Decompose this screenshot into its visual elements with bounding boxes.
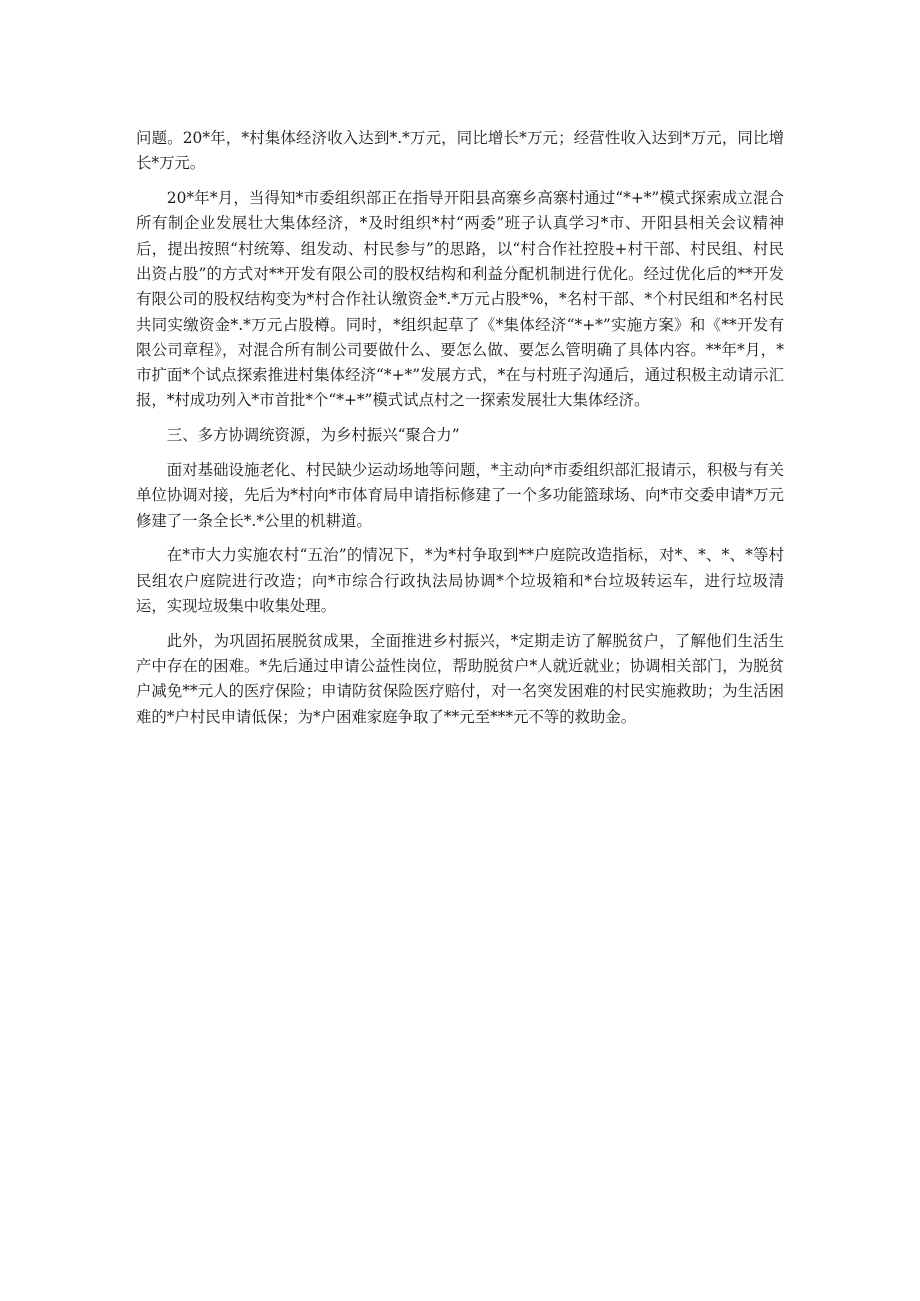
document-body	[136, 126, 784, 740]
paragraph-poverty-relief: 此外，为巩固拓展脱贫成果，全面推进乡村振兴，*定期走访了解脱贫户，了解他们生活生产中存在的困难。*先后通过申请公益性岗位，帮助脱贫户*人就近就业；协调相关部门，为脱贫户减免**元人的医疗保险；申请防贫保险医疗赔付，对一名突发困难的村民实施救助；为生活困难的*户村民申请低保；为*户困难家庭争取了**元至***元不等的救助金。	[136, 631, 784, 726]
paragraph-infrastructure: 面对基础设施老化、村民缺少运动场地等问题，*主动向*市委组织部汇报请示，积极与有关单位协调对接，先后为*村向*市体育局申请指标修建了一个多功能篮球场、向*市交委申请*万元修建了一条全长*.*公里的机耕道。	[136, 461, 784, 530]
paragraph-courtyard: 在*市大力实施农村“五治”的情况下，*为*村争取到**户庭院改造指标，对*、*、*、*等村民组农户庭院进行改造；向*市综合行政执法局协调*个垃圾箱和*台垃圾转运车，进行垃圾清运，实现垃圾集中收集处理。	[136, 546, 784, 616]
paragraph-mixed-ownership: 20*年*月，当得知*市委组织部正在指导开阳县高寨乡高寨村通过“*+*”模式探索成立混合所有制企业发展壮大集体经济，*及时组织*村“两委”班子认真学习*市、开阳县相关会议精神后，提出按照“村统筹、组发动、村民参与”的思路，以“村合作社控股+村干部、村民组、村民出资占股”的方式对**开发有限公司的股权结构和利益分配机制进行优化。经过优化后的**开发有限公司的股权结构变为*村合作社认缴资金*.*万元占股*%，*名村干部、*个村民组和*名村民共同实缴资金*.*万元占股樽。同时，*组织起草了《*集体经济“*+*”实施方案》和《**开发有限公司章程》，对混合所有制公司要做什么、要怎么做、要怎么管明确了具体内容。**年*月，*市扩面*个试点探索推进村集体经济“*+*”发展方式，*在与村班子沟通后，通过积极主动请示汇报，*村成功列入*市首批*个“*+*”模式试点村之一探索发展壮大集体经济。	[136, 189, 784, 410]
paragraph-continuation: 问题。20*年，*村集体经济收入达到*.*万元，同比增长*万元；经营性收入达到*万元，同比增长*万元。	[136, 129, 784, 173]
section-heading: 三、多方协调统资源，为乡村振兴“聚合力”	[166, 426, 460, 445]
